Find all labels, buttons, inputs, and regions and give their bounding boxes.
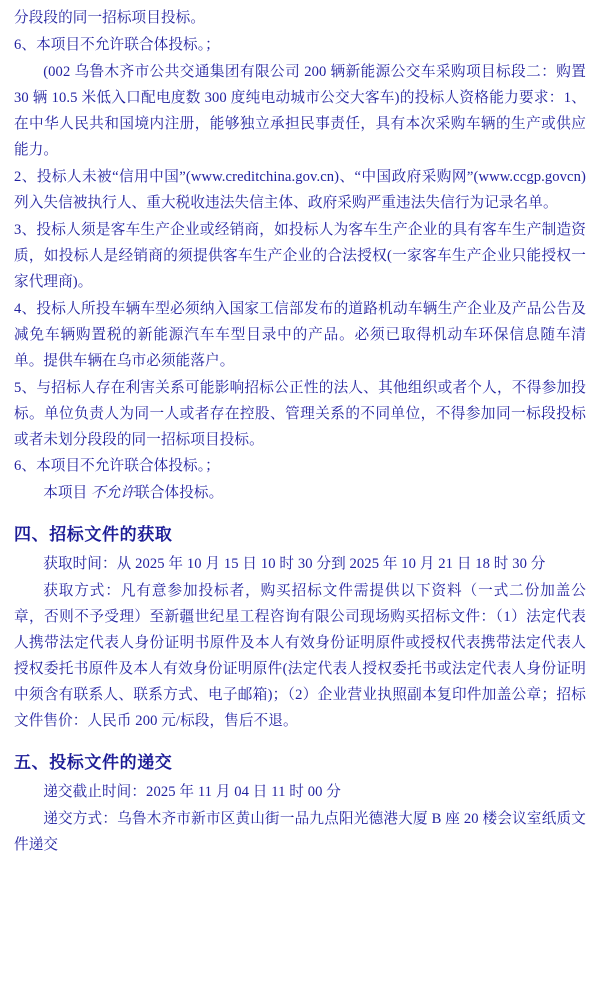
joint-bid-suffix: 联合体投标。 xyxy=(135,485,224,502)
paragraph-joint-bid xyxy=(14,481,586,507)
paragraph-qualification-intro: (002 乌鲁木齐市公共交通集团有限公司 200 辆新能源公交车采购项目标段二：购置 30 辆 10.5 米低入口配电度数 300 度纯电动城市公交大客车)的投标人资格能力要求：1、在中华人民共和国境内注册，能够独立承担民事责任，具有本次采购车辆的生产或供应能力。 xyxy=(14,63,586,158)
section-heading-five: 五、投标文件的递交 xyxy=(14,753,173,773)
paragraph-submit-method: 递交方式：乌鲁木齐市新市区黄山街一品九点阳光德港大厦 B 座 20 楼会议室纸质文件递交 xyxy=(14,811,586,854)
paragraph-item4-catalog: 4、投标人所投车辆车型必须纳入国家工信部发布的道路机动车辆生产企业及产品公告及减免车辆购置税的新能源汽车车型目录中的产品。必须已取得机动车环保信息随车清单。提供车辆在乌市必须能落户。 xyxy=(14,300,586,369)
joint-bid-prefix: 本项目 xyxy=(43,485,92,502)
section-heading-four: 四、招标文件的获取 xyxy=(14,525,173,545)
paragraph-item6-first: 6、本项目不允许联合体投标。； xyxy=(14,36,220,53)
paragraph-submit-deadline: 递交截止时间：2025 年 11 月 04 日 11 时 00 分 xyxy=(43,784,341,801)
paragraph-item6-second: 6、本项目不允许联合体投标。； xyxy=(14,458,220,475)
paragraph-acquire-method: 获取方式：凡有意参加投标者，购买招标文件需提供以下资料（一式二份加盖公章，否则不予受理）至新疆世纪星工程咨询有限公司现场购买招标文件：（1）法定代表人携带法定代表人身份证明书原件及本人有效身份证明原件或授权代表携带法定代表人授权委托书原件及本人有效身份证明原件(法定代表人授权委托书或法定代表人身份证明中须含有联系人、联系方式、电子邮箱)；（2）企业营业执照副本复印件加盖公章；招标文件售价：人民币 200 元/标段，售后不退。 xyxy=(14,583,586,730)
paragraph-item2-credit: 2、投标人未被“信用中国”(www.creditchina.gov.cn)、“中国政府采购网”(www.ccgp.govcn)列入失信被执行人、重大税收违法失信主体、政府采购严重违法失信行为记录名单。 xyxy=(14,168,586,211)
paragraph-item5-interest: 5、与招标人存在利害关系可能影响招标公正性的法人、其他组织或者个人，不得参加投标。单位负责人为同一人或者存在控股、管理关系的不同单位，不得参加同一标段投标或者未划分段段的同一招标项目投标。 xyxy=(14,379,586,448)
paragraph-acquire-time: 获取时间：从 2025 年 10 月 15 日 10 时 30 分到 2025 年 10 月 21 日 18 时 30 分 xyxy=(43,556,546,573)
joint-bid-emphasis: 不允许 xyxy=(91,485,136,502)
paragraph-item3-manufacturer: 3、投标人须是客车生产企业或经销商，如投标人为客车生产企业的具有客车生产制造资质，如投标人是经销商的须提供客车生产企业的合法授权(一家客车生产企业只能授权一家代理商)。 xyxy=(14,221,586,290)
paragraph-top-fragment: 分段段的同一招标项目投标。 xyxy=(14,10,206,26)
